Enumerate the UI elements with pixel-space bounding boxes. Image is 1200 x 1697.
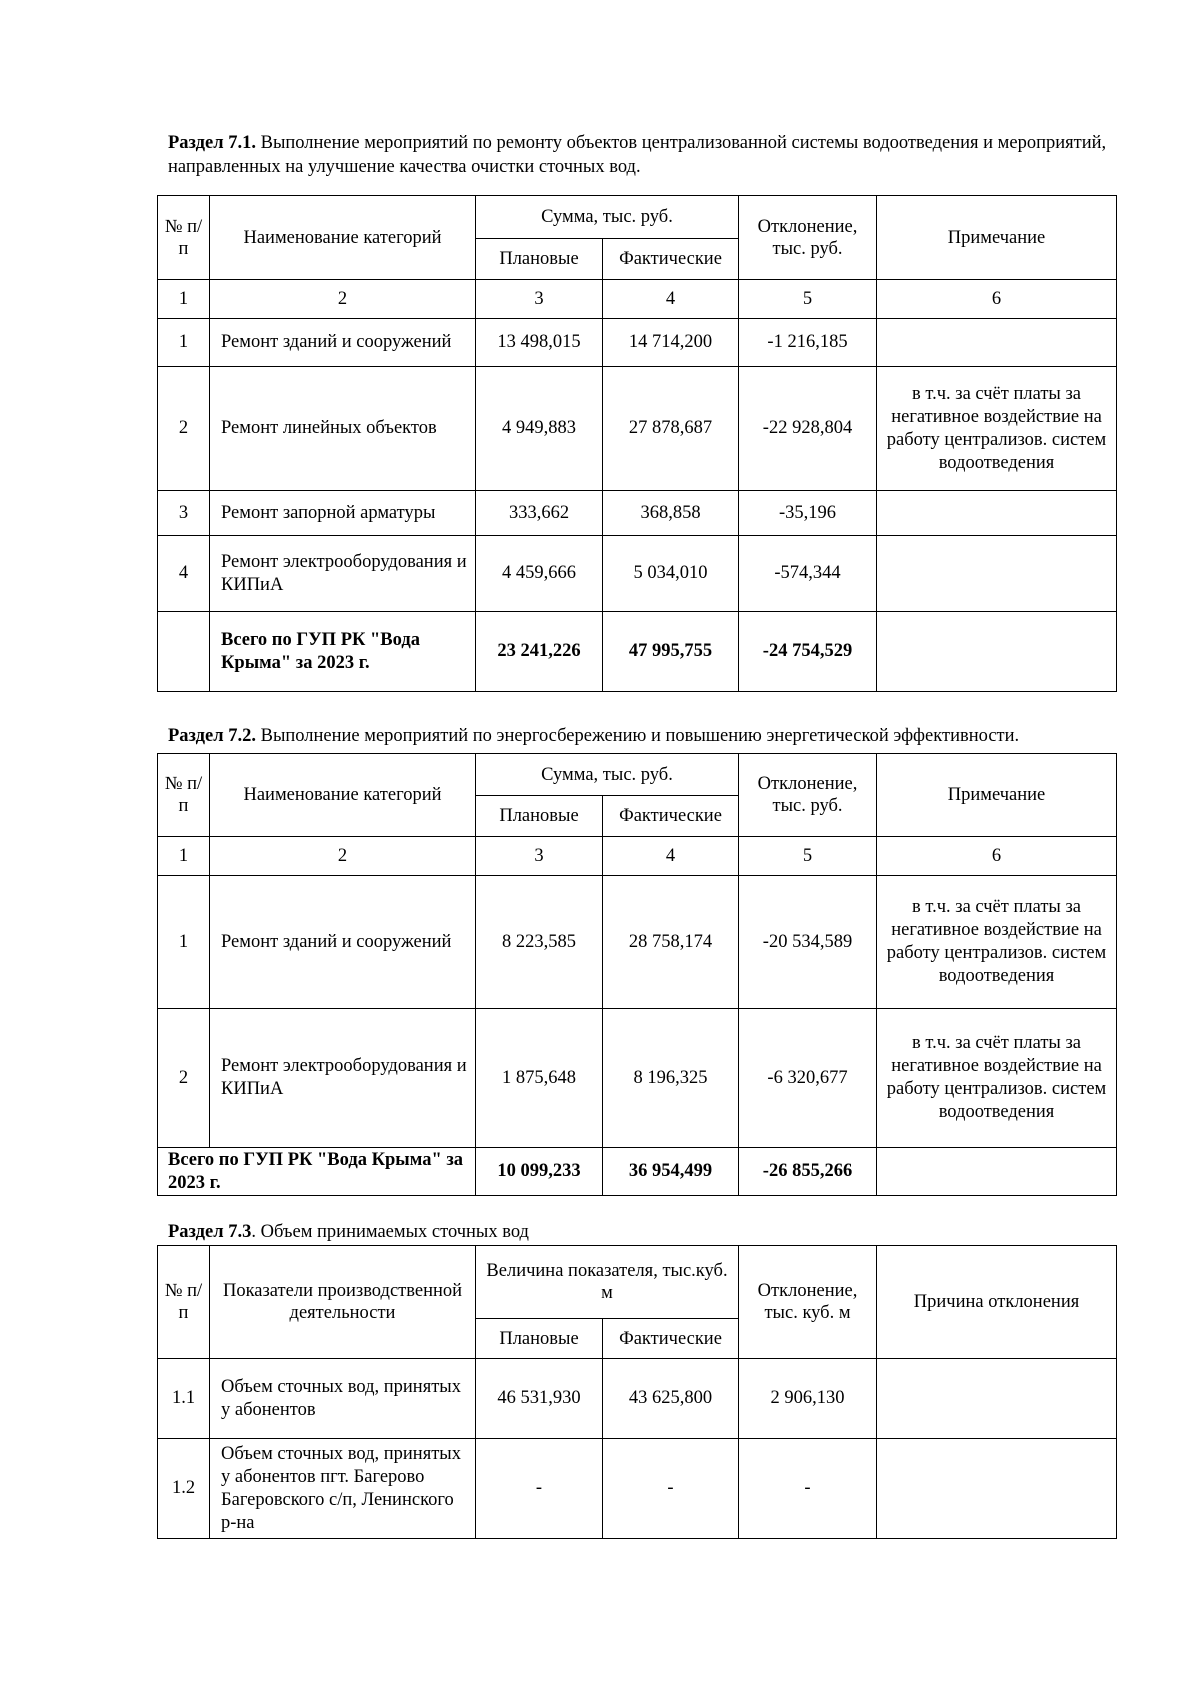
row-fact: 43 625,800 (603, 1359, 739, 1439)
row-fact: 28 758,174 (603, 876, 739, 1009)
column-number: 6 (877, 280, 1117, 319)
column-number: 2 (210, 280, 476, 319)
row-fact: 8 196,325 (603, 1009, 739, 1148)
row-num: 2 (158, 367, 210, 491)
column-number: 3 (476, 837, 603, 876)
total-note (877, 612, 1117, 692)
total-fact: 47 995,755 (603, 612, 739, 692)
section-title-text: . Объем принимаемых сточных вод (251, 1222, 529, 1242)
col-header-deviation: Отклонение, тыс. куб. м (739, 1246, 877, 1359)
row-reason (877, 1439, 1117, 1539)
row-name: Ремонт линейных объектов (210, 367, 476, 491)
column-number: 3 (476, 280, 603, 319)
section-7-1-table (157, 195, 1117, 692)
row-name: Ремонт зданий и сооружений (210, 876, 476, 1009)
col-header-name: Наименование категорий (210, 754, 476, 837)
section-7-2-table (157, 753, 1117, 1196)
column-number: 4 (603, 280, 739, 319)
table-row (158, 491, 1117, 536)
row-deviation: -574,344 (739, 536, 877, 612)
row-note (877, 491, 1117, 536)
row-plan: - (476, 1439, 603, 1539)
column-numbers-row (158, 280, 1117, 319)
col-header-sum: Сумма, тыс. руб. (476, 196, 739, 239)
row-reason (877, 1359, 1117, 1439)
row-plan: 13 498,015 (476, 319, 603, 367)
header-row (158, 1246, 1117, 1319)
col-header-deviation: Отклонение, тыс. руб. (739, 196, 877, 280)
col-header-fact: Фактические (603, 1319, 739, 1359)
table-row (158, 1439, 1117, 1539)
column-number: 1 (158, 837, 210, 876)
col-header-plan: Плановые (476, 796, 603, 837)
total-fact: 36 954,499 (603, 1148, 739, 1196)
col-header-note: Примечание (877, 754, 1117, 837)
section-7-3-title (168, 1220, 1118, 1244)
row-num: 1.2 (158, 1439, 210, 1539)
row-name: Ремонт зданий и сооружений (210, 319, 476, 367)
col-header-indicators: Показатели производственной деятельности (210, 1246, 476, 1359)
col-header-deviation: Отклонение, тыс. руб. (739, 754, 877, 837)
row-plan: 8 223,585 (476, 876, 603, 1009)
section-title-prefix: Раздел 7.3 (168, 1222, 252, 1242)
col-header-note: Примечание (877, 196, 1117, 280)
section-title-text: Выполнение мероприятий по ремонту объектов централизованной системы водоотведения и мероприятий, направленных на улучшение качества очистки сточных вод. (168, 133, 1107, 177)
col-header-reason: Причина отклонения (877, 1246, 1117, 1359)
column-number: 5 (739, 837, 877, 876)
total-plan: 23 241,226 (476, 612, 603, 692)
row-plan: 4 459,666 (476, 536, 603, 612)
row-plan: 4 949,883 (476, 367, 603, 491)
column-number: 4 (603, 837, 739, 876)
row-deviation: -1 216,185 (739, 319, 877, 367)
row-name: Ремонт запорной арматуры (210, 491, 476, 536)
col-header-num: № п/п (158, 1246, 210, 1359)
total-name: Всего по ГУП РК "Вода Крыма" за 2023 г. (210, 612, 476, 692)
table-row (158, 536, 1117, 612)
row-fact: 368,858 (603, 491, 739, 536)
row-note (877, 319, 1117, 367)
row-fact: 5 034,010 (603, 536, 739, 612)
row-note: в т.ч. за счёт платы за негативное воздействие на работу централизов. систем водоотведения (877, 1009, 1117, 1148)
column-number: 6 (877, 837, 1117, 876)
col-header-fact: Фактические (603, 796, 739, 837)
column-number: 2 (210, 837, 476, 876)
row-name: Ремонт электрооборудования и КИПиА (210, 1009, 476, 1148)
row-num: 1.1 (158, 1359, 210, 1439)
section-title-prefix: Раздел 7.2. (168, 726, 256, 746)
column-number: 5 (739, 280, 877, 319)
total-plan: 10 099,233 (476, 1148, 603, 1196)
row-plan: 1 875,648 (476, 1009, 603, 1148)
total-row (158, 612, 1117, 692)
header-row (158, 196, 1117, 239)
row-name: Ремонт электрооборудования и КИПиА (210, 536, 476, 612)
row-num: 2 (158, 1009, 210, 1148)
column-numbers-row (158, 837, 1117, 876)
col-header-fact: Фактические (603, 239, 739, 280)
row-deviation: 2 906,130 (739, 1359, 877, 1439)
column-number: 1 (158, 280, 210, 319)
row-num: 1 (158, 876, 210, 1009)
section-7-2-title (168, 724, 1118, 748)
total-note (877, 1148, 1117, 1196)
total-deviation: -26 855,266 (739, 1148, 877, 1196)
total-num (158, 612, 210, 692)
row-note: в т.ч. за счёт платы за негативное воздействие на работу централизов. систем водоотведения (877, 876, 1117, 1009)
section-title-text: Выполнение мероприятий по энергосбережению и повышению энергетической эффективности. (255, 726, 1020, 746)
table-row (158, 319, 1117, 367)
row-fact: 14 714,200 (603, 319, 739, 367)
col-header-num: № п/п (158, 196, 210, 280)
row-deviation: -22 928,804 (739, 367, 877, 491)
row-plan: 333,662 (476, 491, 603, 536)
section-7-1-title (168, 131, 1118, 179)
table-row (158, 1359, 1117, 1439)
row-num: 3 (158, 491, 210, 536)
row-fact: - (603, 1439, 739, 1539)
col-header-name: Наименование категорий (210, 196, 476, 280)
col-header-sum: Сумма, тыс. руб. (476, 754, 739, 796)
row-note (877, 536, 1117, 612)
table-row (158, 367, 1117, 491)
row-deviation: - (739, 1439, 877, 1539)
row-plan: 46 531,930 (476, 1359, 603, 1439)
col-header-value: Величина показателя, тыс.куб. м (476, 1246, 739, 1319)
total-name: Всего по ГУП РК "Вода Крыма" за 2023 г. (158, 1148, 476, 1196)
section-title-prefix: Раздел 7.1. (168, 133, 256, 153)
total-row (158, 1148, 1117, 1196)
table-row (158, 1009, 1117, 1148)
row-deviation: -35,196 (739, 491, 877, 536)
row-num: 4 (158, 536, 210, 612)
header-row (158, 754, 1117, 796)
row-name: Объем сточных вод, принятых у абонентов (210, 1359, 476, 1439)
section-7-3-table (157, 1245, 1117, 1539)
row-deviation: -20 534,589 (739, 876, 877, 1009)
row-note: в т.ч. за счёт платы за негативное воздействие на работу централизов. систем водоотведения (877, 367, 1117, 491)
col-header-plan: Плановые (476, 239, 603, 280)
total-deviation: -24 754,529 (739, 612, 877, 692)
row-name: Объем сточных вод, принятых у абонентов пгт. Багерово Багеровского с/п, Ленинского р-на (210, 1439, 476, 1539)
row-deviation: -6 320,677 (739, 1009, 877, 1148)
row-num: 1 (158, 319, 210, 367)
col-header-plan: Плановые (476, 1319, 603, 1359)
row-fact: 27 878,687 (603, 367, 739, 491)
table-row (158, 876, 1117, 1009)
col-header-num: № п/п (158, 754, 210, 837)
